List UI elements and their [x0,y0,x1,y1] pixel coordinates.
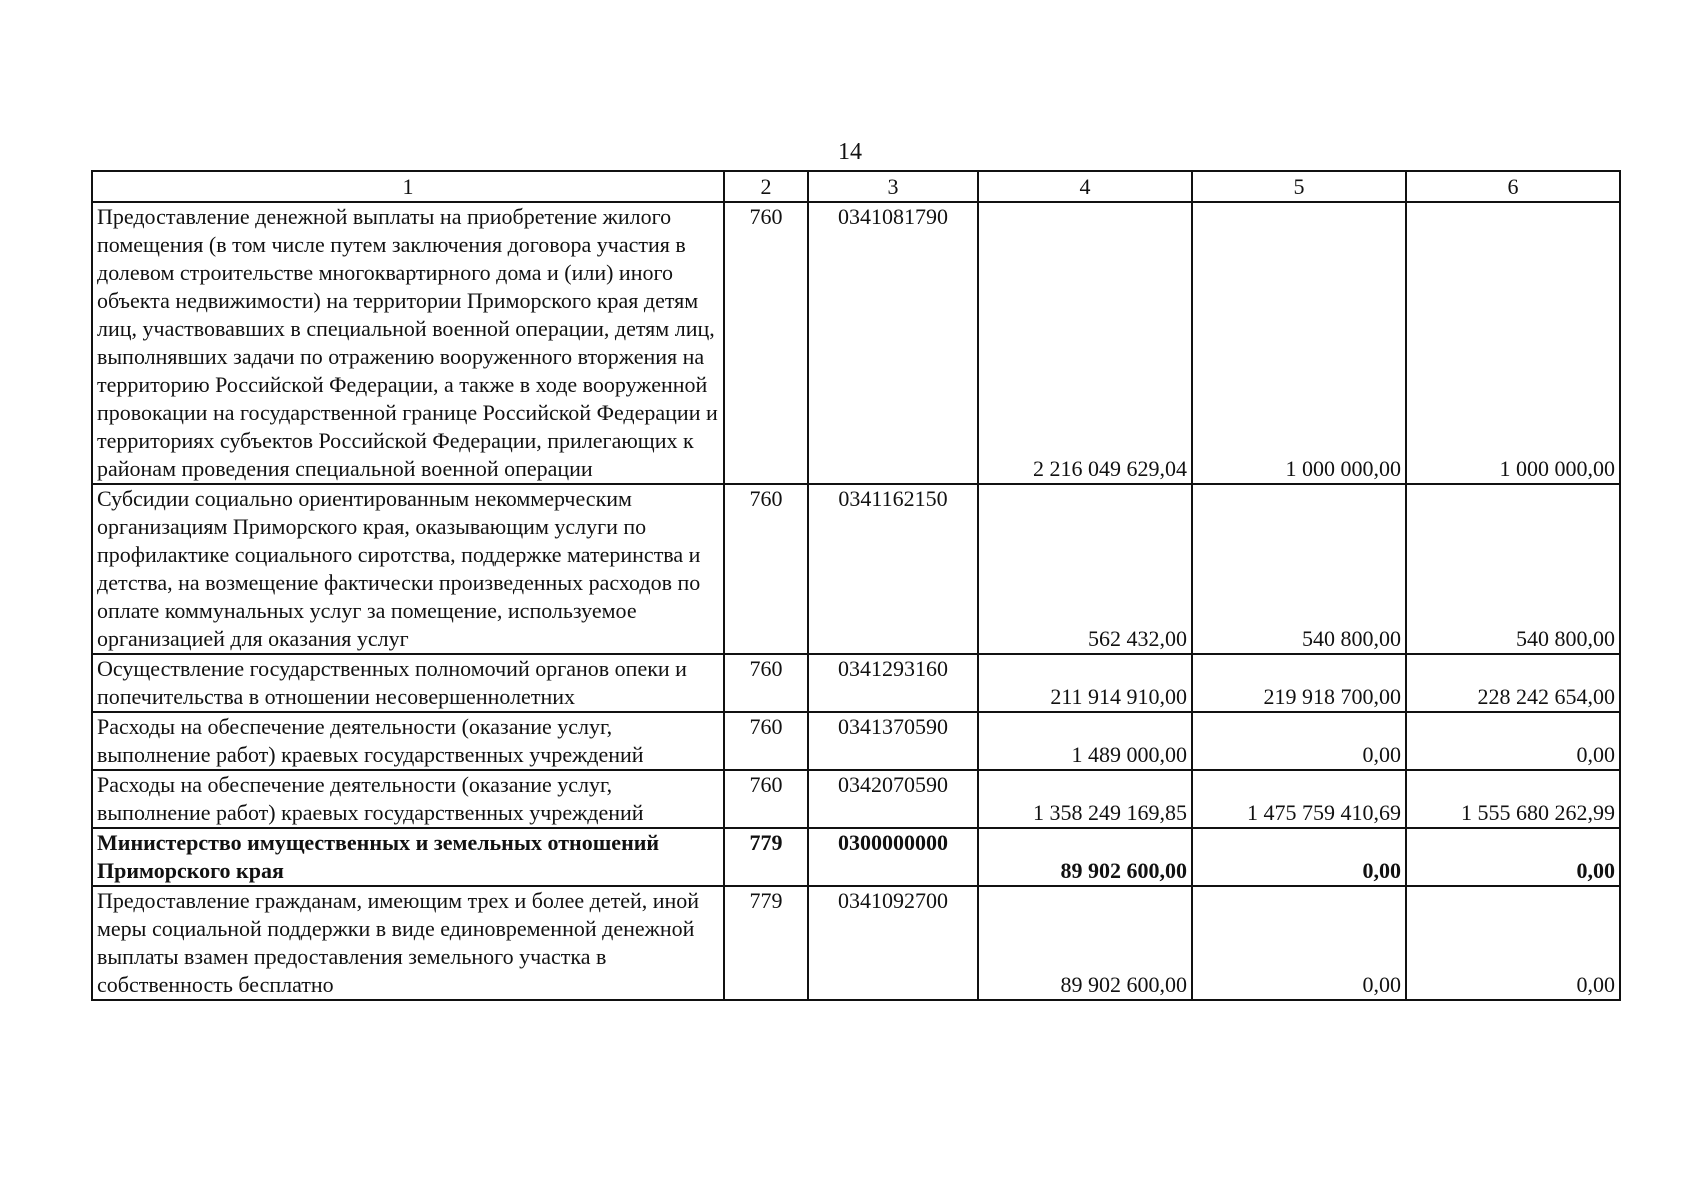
row-article: 0341081790 [808,202,978,484]
row-name: Расходы на обеспечение деятельности (оказание услуг, выполнение работ) краевых государственных учреждений [92,712,724,770]
row-value-4: 89 902 600,00 [978,828,1192,886]
row-value-5: 0,00 [1192,712,1406,770]
row-value-6: 0,00 [1406,828,1620,886]
row-name: Расходы на обеспечение деятельности (оказание услуг, выполнение работ) краевых государственных учреждений [92,770,724,828]
row-value-4: 2 216 049 629,04 [978,202,1192,484]
row-code: 760 [724,654,808,712]
column-header-1: 1 [92,171,724,202]
row-article: 0300000000 [808,828,978,886]
table-row [92,654,1620,712]
table-row [92,886,1620,1000]
column-header-4: 4 [978,171,1192,202]
page-number: 14 [838,139,862,165]
row-value-5: 1 000 000,00 [1192,202,1406,484]
table-header-row [92,171,1620,202]
row-value-6: 1 000 000,00 [1406,202,1620,484]
budget-table [91,170,1621,1001]
row-value-5: 219 918 700,00 [1192,654,1406,712]
row-code: 760 [724,484,808,654]
row-value-4: 211 914 910,00 [978,654,1192,712]
table-row [92,770,1620,828]
row-name: Предоставление денежной выплаты на приобретение жилого помещения (в том числе путем заключения договора участия в долевом строительстве многоквартирного дома и (или) иного объекта недвижимости) на территории Приморского края детям лиц, участвовавших в специальной военной операции, детям лиц, выполнявших задачи по отражению вооруженного вторжения на территорию Российской Федерации, а также в ходе вооруженной провокации на государственной границе Российской Федерации и территориях субъектов Российской Федерации, прилегающих к районам проведения специальной военной операции [92,202,724,484]
row-value-5: 1 475 759 410,69 [1192,770,1406,828]
column-header-3: 3 [808,171,978,202]
table-row-ministry [92,828,1620,886]
row-value-5: 540 800,00 [1192,484,1406,654]
row-code: 760 [724,770,808,828]
row-value-4: 1 489 000,00 [978,712,1192,770]
row-name: Предоставление гражданам, имеющим трех и более детей, иной меры социальной поддержки в виде единовременной денежной выплаты взамен предоставления земельного участка в собственность бесплатно [92,886,724,1000]
row-value-6: 0,00 [1406,886,1620,1000]
table-row [92,712,1620,770]
row-value-6: 0,00 [1406,712,1620,770]
column-header-5: 5 [1192,171,1406,202]
row-code: 760 [724,712,808,770]
row-article: 0341293160 [808,654,978,712]
row-article: 0341092700 [808,886,978,1000]
row-value-6: 228 242 654,00 [1406,654,1620,712]
row-value-5: 0,00 [1192,886,1406,1000]
row-value-6: 1 555 680 262,99 [1406,770,1620,828]
row-value-6: 540 800,00 [1406,484,1620,654]
row-value-4: 562 432,00 [978,484,1192,654]
row-name: Субсидии социально ориентированным некоммерческим организациям Приморского края, оказывающим услуги по профилактике социального сиротства, поддержке материнства и детства, на возмещение фактически произведенных расходов по оплате коммунальных услуг за помещение, используемое организацией для оказания услуг [92,484,724,654]
row-article: 0341162150 [808,484,978,654]
row-name: Министерство имущественных и земельных отношений Приморского края [92,828,724,886]
row-article: 0342070590 [808,770,978,828]
column-header-6: 6 [1406,171,1620,202]
row-value-4: 1 358 249 169,85 [978,770,1192,828]
table-row [92,484,1620,654]
row-value-5: 0,00 [1192,828,1406,886]
row-value-4: 89 902 600,00 [978,886,1192,1000]
row-article: 0341370590 [808,712,978,770]
row-name: Осуществление государственных полномочий органов опеки и попечительства в отношении несовершеннолетних [92,654,724,712]
row-code: 779 [724,886,808,1000]
column-header-2: 2 [724,171,808,202]
row-code: 760 [724,202,808,484]
row-code: 779 [724,828,808,886]
table-row [92,202,1620,484]
